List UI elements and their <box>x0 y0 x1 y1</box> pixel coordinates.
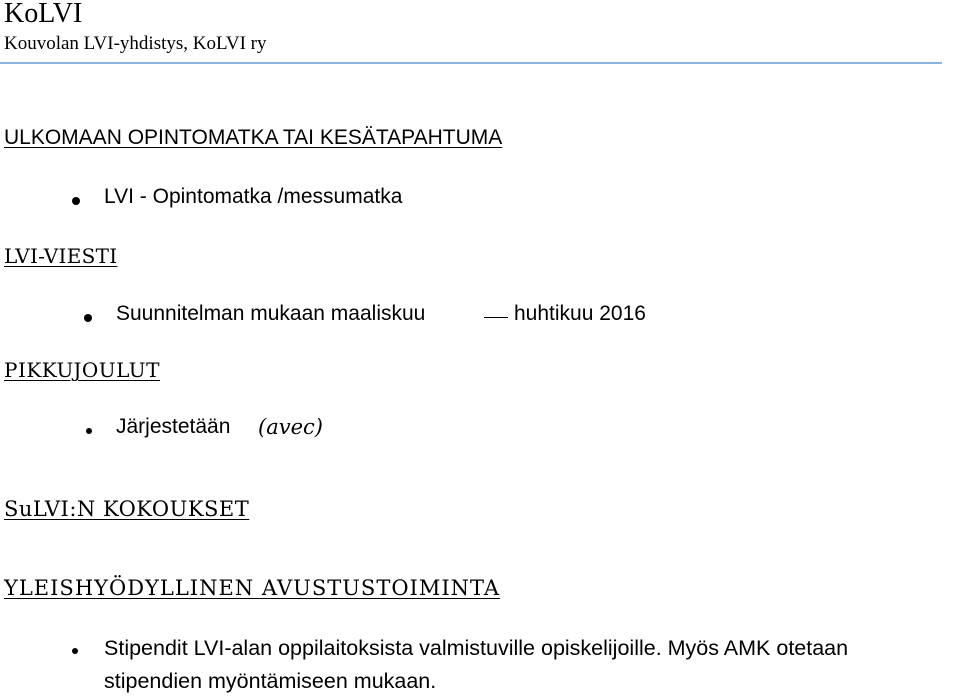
section-heading-trip: ULKOMAAN OPINTOMATKA TAI KESÄTAPAHTUMA <box>4 126 503 149</box>
section-heading-lvi-viesti: LVI-VIESTI <box>4 244 118 268</box>
list-item-party: Järjestetään <box>116 415 231 438</box>
section-heading-grants: YLEISHYÖDYLLINEN AVUSTUSTOIMINTA <box>4 576 501 600</box>
list-item-party-avec: (avec) <box>258 415 323 439</box>
bullet-icon <box>84 314 92 322</box>
bullet-icon <box>86 428 92 434</box>
header-divider <box>0 62 942 64</box>
list-item-trip: LVI - Opintomatka /messumatka <box>104 185 403 208</box>
bullet-icon <box>72 648 78 654</box>
dash-divider <box>484 317 508 318</box>
list-item-grants-line2: stipendien myöntämiseen mukaan. <box>104 669 437 693</box>
section-heading-sulvi-meetings: SuLVI:N KOKOUKSET <box>4 497 250 521</box>
org-title: KoLVI <box>4 0 83 29</box>
list-item-schedule-end: huhtikuu 2016 <box>514 302 646 325</box>
list-item-grants-line1: Stipendit LVI-alan oppilaitoksista valmistuville opiskelijoille. Myös AMK otetaan <box>104 636 849 660</box>
bullet-icon <box>72 197 80 205</box>
org-subtitle: Kouvolan LVI-yhdistys, KoLVI ry <box>4 33 267 54</box>
list-item-schedule: Suunnitelman mukaan maaliskuu <box>116 302 426 325</box>
section-heading-pikkujoulut: PIKKUJOULUT <box>4 358 160 382</box>
